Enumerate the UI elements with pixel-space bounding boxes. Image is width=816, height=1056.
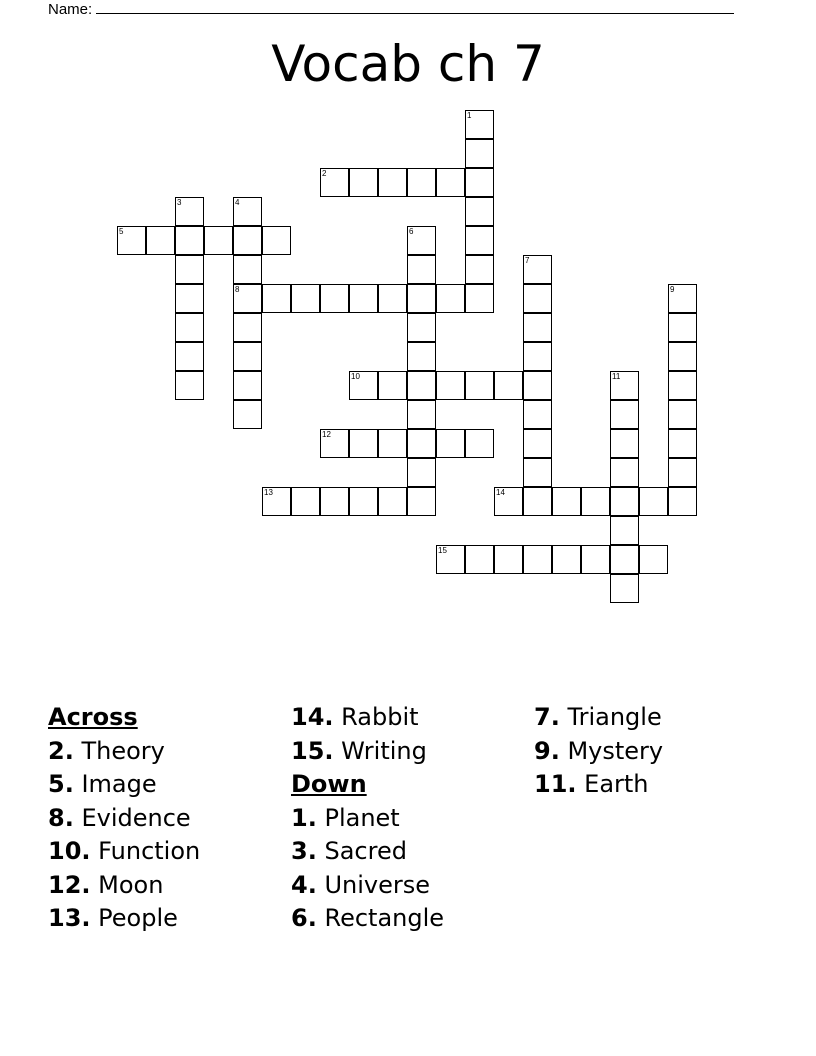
clue-across-10: 10. Function: [48, 837, 201, 865]
clue-down-7: 7. Triangle: [534, 703, 662, 731]
crossword-cell[interactable]: [407, 313, 436, 342]
crossword-cell[interactable]: [610, 458, 639, 487]
clue-across-13: 13. People: [48, 904, 178, 932]
clue-down-4: 4. Universe: [291, 870, 431, 899]
crossword-cell[interactable]: [407, 168, 436, 197]
name-label: Name:: [48, 1, 93, 18]
clue-across-15: 15. Writing: [291, 736, 427, 765]
crossword-cell[interactable]: [465, 168, 494, 197]
crossword-cell[interactable]: [552, 487, 581, 516]
crossword-cell[interactable]: [581, 487, 610, 516]
crossword-cell[interactable]: [436, 168, 465, 197]
crossword-cell[interactable]: [233, 226, 262, 255]
crossword-cell[interactable]: [610, 516, 639, 545]
crossword-cell[interactable]: [639, 487, 668, 516]
crossword-cell[interactable]: [233, 342, 262, 371]
crossword-cell[interactable]: [175, 226, 204, 255]
crossword-cell[interactable]: [407, 487, 436, 516]
crossword-cell[interactable]: [407, 429, 436, 458]
crossword-cell[interactable]: [465, 429, 494, 458]
crossword-cell[interactable]: [233, 197, 262, 226]
page-title: Vocab ch 7: [271, 35, 545, 93]
crossword-cell[interactable]: [378, 371, 407, 400]
clue-column-1: [48, 701, 200, 936]
clue-number: 6: [409, 227, 414, 236]
crossword-cell[interactable]: [465, 255, 494, 284]
crossword-cell[interactable]: [668, 342, 697, 371]
crossword-cell[interactable]: [407, 458, 436, 487]
crossword-cell[interactable]: [610, 400, 639, 429]
crossword-cell[interactable]: [436, 429, 465, 458]
clue-number: 15: [438, 546, 447, 555]
crossword-cell[interactable]: [465, 197, 494, 226]
clue-across-12: 12. Moon: [48, 870, 164, 899]
crossword-cell[interactable]: [494, 487, 523, 516]
crossword-cell[interactable]: [262, 284, 291, 313]
crossword-cell[interactable]: [175, 255, 204, 284]
crossword-cell[interactable]: [436, 545, 465, 574]
crossword-cell[interactable]: [523, 429, 552, 458]
crossword-cell[interactable]: [668, 458, 697, 487]
crossword-cell[interactable]: [523, 458, 552, 487]
crossword-cell[interactable]: [523, 255, 552, 284]
crossword-cell[interactable]: [523, 545, 552, 574]
clue-down-1: 1. Planet: [291, 803, 400, 832]
crossword-cell[interactable]: [639, 545, 668, 574]
crossword-cell[interactable]: [262, 487, 291, 516]
crossword-cell[interactable]: [175, 284, 204, 313]
crossword-cell[interactable]: [407, 371, 436, 400]
crossword-cell[interactable]: [378, 429, 407, 458]
clue-number: 8: [235, 285, 240, 294]
crossword-cell[interactable]: [320, 284, 349, 313]
crossword-cell[interactable]: [407, 284, 436, 313]
crossword-cell[interactable]: [349, 487, 378, 516]
crossword-cell[interactable]: [494, 545, 523, 574]
crossword-cell[interactable]: [523, 400, 552, 429]
crossword-cell[interactable]: [668, 371, 697, 400]
crossword-cell[interactable]: [233, 400, 262, 429]
crossword-cell[interactable]: [378, 487, 407, 516]
crossword-cell[interactable]: [523, 284, 552, 313]
crossword-cell[interactable]: [668, 313, 697, 342]
crossword-cell[interactable]: [610, 429, 639, 458]
crossword-cell[interactable]: [349, 371, 378, 400]
clue-across-2: 2. Theory: [48, 736, 165, 765]
clue-number: 2: [322, 169, 327, 178]
crossword-cell[interactable]: [465, 110, 494, 139]
crossword-cell[interactable]: [175, 371, 204, 400]
crossword-cell[interactable]: [175, 342, 204, 371]
crossword-cell[interactable]: [465, 284, 494, 313]
crossword-cell[interactable]: [407, 226, 436, 255]
crossword-cell[interactable]: [320, 429, 349, 458]
crossword-cell[interactable]: [494, 371, 523, 400]
crossword-cell[interactable]: [407, 400, 436, 429]
crossword-cell[interactable]: [291, 284, 320, 313]
crossword-cell[interactable]: [407, 255, 436, 284]
crossword-cell[interactable]: [320, 168, 349, 197]
clue-number: 13: [264, 488, 273, 497]
clue-number: 7: [525, 256, 530, 265]
crossword-cell[interactable]: [610, 574, 639, 603]
crossword-cell[interactable]: [523, 371, 552, 400]
crossword-cell[interactable]: [552, 545, 581, 574]
crossword-cell[interactable]: [378, 168, 407, 197]
crossword-cell[interactable]: [204, 226, 233, 255]
clue-down-9: 9. Mystery: [534, 736, 664, 765]
crossword-cell[interactable]: [668, 284, 697, 313]
crossword-cell[interactable]: [262, 226, 291, 255]
clue-number: 3: [177, 198, 182, 207]
crossword-cell[interactable]: [610, 545, 639, 574]
clue-number: 9: [670, 285, 675, 294]
clue-number: 14: [496, 488, 505, 497]
crossword-cell[interactable]: [436, 284, 465, 313]
crossword-cell[interactable]: [668, 487, 697, 516]
clue-number: 5: [119, 227, 124, 236]
crossword-cell[interactable]: [349, 284, 378, 313]
clue-column-3: [534, 701, 663, 802]
clue-across-8: 8. Evidence: [48, 803, 191, 832]
crossword-cell[interactable]: [233, 313, 262, 342]
clue-down-11: 11. Earth: [534, 770, 649, 798]
crossword-cell[interactable]: [349, 429, 378, 458]
crossword-cell[interactable]: [523, 342, 552, 371]
crossword-cell[interactable]: [291, 487, 320, 516]
crossword-cell[interactable]: [465, 226, 494, 255]
clue-down-6: 6. Rectangle: [291, 904, 445, 932]
crossword-cell[interactable]: [610, 487, 639, 516]
clue-number: 4: [235, 198, 240, 207]
down-heading: Down: [291, 770, 367, 798]
clue-number: 1: [467, 111, 472, 120]
crossword-cell[interactable]: [146, 226, 175, 255]
clue-number: 11: [612, 372, 621, 381]
crossword-cell[interactable]: [436, 371, 465, 400]
crossword-cell[interactable]: [349, 168, 378, 197]
crossword-cell[interactable]: [465, 371, 494, 400]
crossword-cell[interactable]: [668, 400, 697, 429]
crossword-cell[interactable]: [117, 226, 146, 255]
clue-down-3: 3. Sacred: [291, 837, 407, 865]
crossword-cell[interactable]: [523, 313, 552, 342]
crossword-cell[interactable]: [465, 545, 494, 574]
crossword-cell[interactable]: [523, 487, 552, 516]
clue-number: 10: [351, 372, 360, 381]
crossword-cell[interactable]: [175, 197, 204, 226]
crossword-cell[interactable]: [233, 255, 262, 284]
clue-across-14: 14. Rabbit: [291, 703, 419, 731]
crossword-cell[interactable]: [581, 545, 610, 574]
crossword-cell[interactable]: [320, 487, 349, 516]
crossword-cell[interactable]: [233, 371, 262, 400]
crossword-cell[interactable]: [378, 284, 407, 313]
crossword-cell[interactable]: [610, 371, 639, 400]
crossword-cell[interactable]: [175, 313, 204, 342]
crossword-cell[interactable]: [407, 342, 436, 371]
crossword-cell[interactable]: [233, 284, 262, 313]
crossword-cell[interactable]: [668, 429, 697, 458]
clue-column-2: [291, 701, 444, 936]
crossword-cell[interactable]: [465, 139, 494, 168]
clue-across-5: 5. Image: [48, 770, 157, 798]
clue-number: 12: [322, 430, 331, 439]
across-heading: Across: [48, 703, 138, 731]
